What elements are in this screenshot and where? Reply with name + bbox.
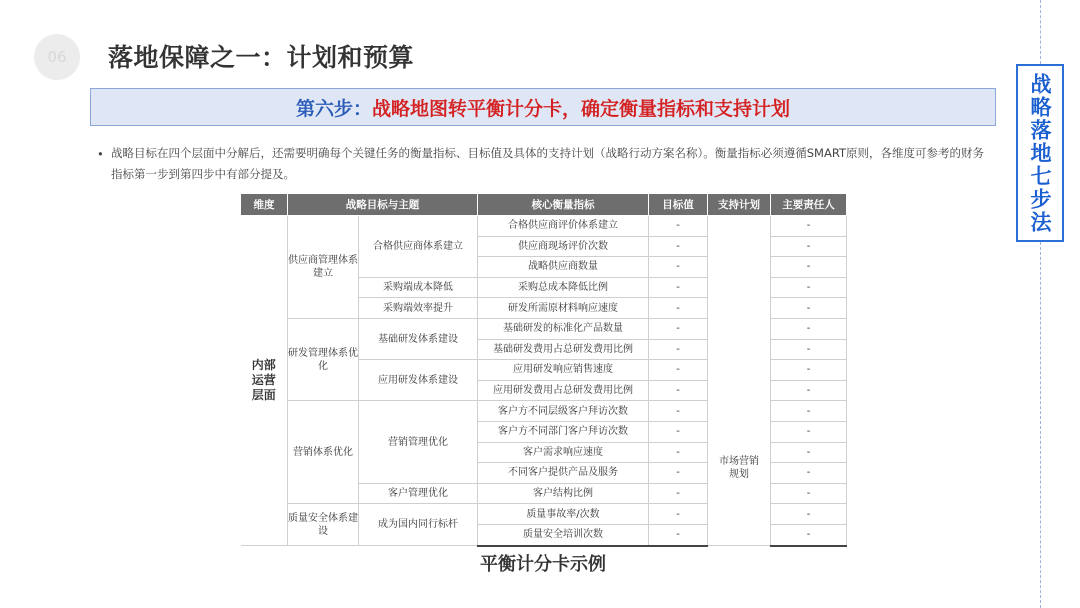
objective-sub-cell: 营销管理优化 (359, 401, 478, 483)
owner-cell: - (771, 524, 847, 545)
side-line-bottom (1040, 242, 1041, 608)
dimension-line: 内部 (251, 358, 276, 372)
support-plan-text: 市场营销规划 (719, 456, 759, 480)
metric-cell: 战略供应商数量 (478, 257, 649, 278)
target-value-cell: - (649, 360, 708, 381)
bullet: • (97, 147, 104, 161)
dimension-line: 层面 (251, 388, 276, 402)
objective-group-cell: 营销体系优化 (288, 401, 359, 504)
owner-cell: - (771, 318, 847, 339)
owner-cell: - (771, 380, 847, 401)
step-text: 战略地图转平衡计分卡，确定衡量指标和支持计划 (372, 97, 791, 120)
header-target: 目标值 (649, 194, 708, 216)
objective-sub-cell: 应用研发体系建设 (359, 360, 478, 401)
page-title: 落地保障之一：计划和预算 (108, 43, 415, 72)
metric-cell: 质量安全培训次数 (478, 524, 649, 545)
metric-cell: 应用研发费用占总研发费用比例 (478, 380, 649, 401)
objective-sub-cell: 采购端效率提升 (359, 298, 478, 319)
metric-cell: 应用研发响应销售速度 (478, 360, 649, 381)
target-value-cell: - (649, 401, 708, 422)
owner-cell: - (771, 216, 847, 237)
objective-sub-cell: 成为国内同行标杆 (359, 504, 478, 546)
target-value-cell: - (649, 380, 708, 401)
metric-cell: 采购总成本降低比例 (478, 277, 649, 298)
metric-cell: 供应商现场评价次数 (478, 236, 649, 257)
support-plan-cell (708, 216, 771, 546)
owner-cell: - (771, 257, 847, 278)
table-row (241, 216, 847, 237)
owner-cell: - (771, 277, 847, 298)
target-value-cell: - (649, 421, 708, 442)
metric-cell: 质量事故率/次数 (478, 504, 649, 525)
scorecard-table (240, 193, 847, 547)
side-title: 战略落地七步法 (1028, 72, 1052, 234)
target-value-cell: - (649, 277, 708, 298)
header-dimension: 维度 (241, 194, 288, 216)
owner-cell: - (771, 483, 847, 504)
side-line-top (1040, 0, 1041, 64)
metric-cell: 客户需求响应速度 (478, 442, 649, 463)
metric-cell: 客户结构比例 (478, 483, 649, 504)
owner-cell: - (771, 504, 847, 525)
header-owner: 主要责任人 (771, 194, 847, 216)
objective-group-cell: 供应商管理体系建立 (288, 216, 359, 319)
owner-cell: - (771, 339, 847, 360)
objective-sub-cell: 合格供应商体系建立 (359, 216, 478, 278)
metric-cell: 客户方不同层级客户拜访次数 (478, 401, 649, 422)
target-value-cell: - (649, 442, 708, 463)
metric-cell: 合格供应商评价体系建立 (478, 216, 649, 237)
objective-group-cell: 研发管理体系优化 (288, 318, 359, 400)
owner-cell: - (771, 360, 847, 381)
metric-cell: 客户方不同部门客户拜访次数 (478, 421, 649, 442)
owner-cell: - (771, 298, 847, 319)
objective-sub-cell: 客户管理优化 (359, 483, 478, 504)
header-support-plan: 支持计划 (708, 194, 771, 216)
owner-cell: - (771, 401, 847, 422)
dimension-line: 运营 (251, 373, 276, 387)
target-value-cell: - (649, 298, 708, 319)
metric-cell: 基础研发的标准化产品数量 (478, 318, 649, 339)
owner-cell: - (771, 236, 847, 257)
target-value-cell: - (649, 236, 708, 257)
target-value-cell: - (649, 504, 708, 525)
target-value-cell: - (649, 524, 708, 545)
target-value-cell: - (649, 257, 708, 278)
target-value-cell: - (649, 463, 708, 484)
target-value-cell: - (649, 318, 708, 339)
owner-cell: - (771, 463, 847, 484)
header-metric: 核心衡量指标 (478, 194, 649, 216)
target-value-cell: - (649, 339, 708, 360)
side-title-box (1016, 64, 1064, 242)
metric-cell: 不同客户提供产品及服务 (478, 463, 649, 484)
step-banner (90, 88, 996, 126)
owner-cell: - (771, 442, 847, 463)
owner-cell: - (771, 421, 847, 442)
intro-paragraph: 战略目标在四个层面中分解后，还需要明确每个关键任务的衡量指标、目标值及具体的支持计划（战略行动方案名称）。衡量指标必须遵循SMART原则，各维度可参考的财务指标第一步到第四步中有部分提及。 (111, 146, 985, 181)
table-header-row (241, 194, 847, 216)
objective-sub-cell: 基础研发体系建设 (359, 318, 478, 359)
target-value-cell: - (649, 216, 708, 237)
objective-group-cell: 质量安全体系建设 (288, 504, 359, 546)
target-value-cell: - (649, 483, 708, 504)
header-objective: 战略目标与主题 (288, 194, 478, 216)
step-label: 第六步： (295, 97, 372, 120)
table-caption: 平衡计分卡示例 (480, 554, 606, 575)
page-number-badge: 06 (34, 34, 80, 80)
metric-cell: 基础研发费用占总研发费用比例 (478, 339, 649, 360)
objective-sub-cell: 采购端成本降低 (359, 277, 478, 298)
dimension-cell (241, 216, 288, 546)
metric-cell: 研发所需原材料响应速度 (478, 298, 649, 319)
